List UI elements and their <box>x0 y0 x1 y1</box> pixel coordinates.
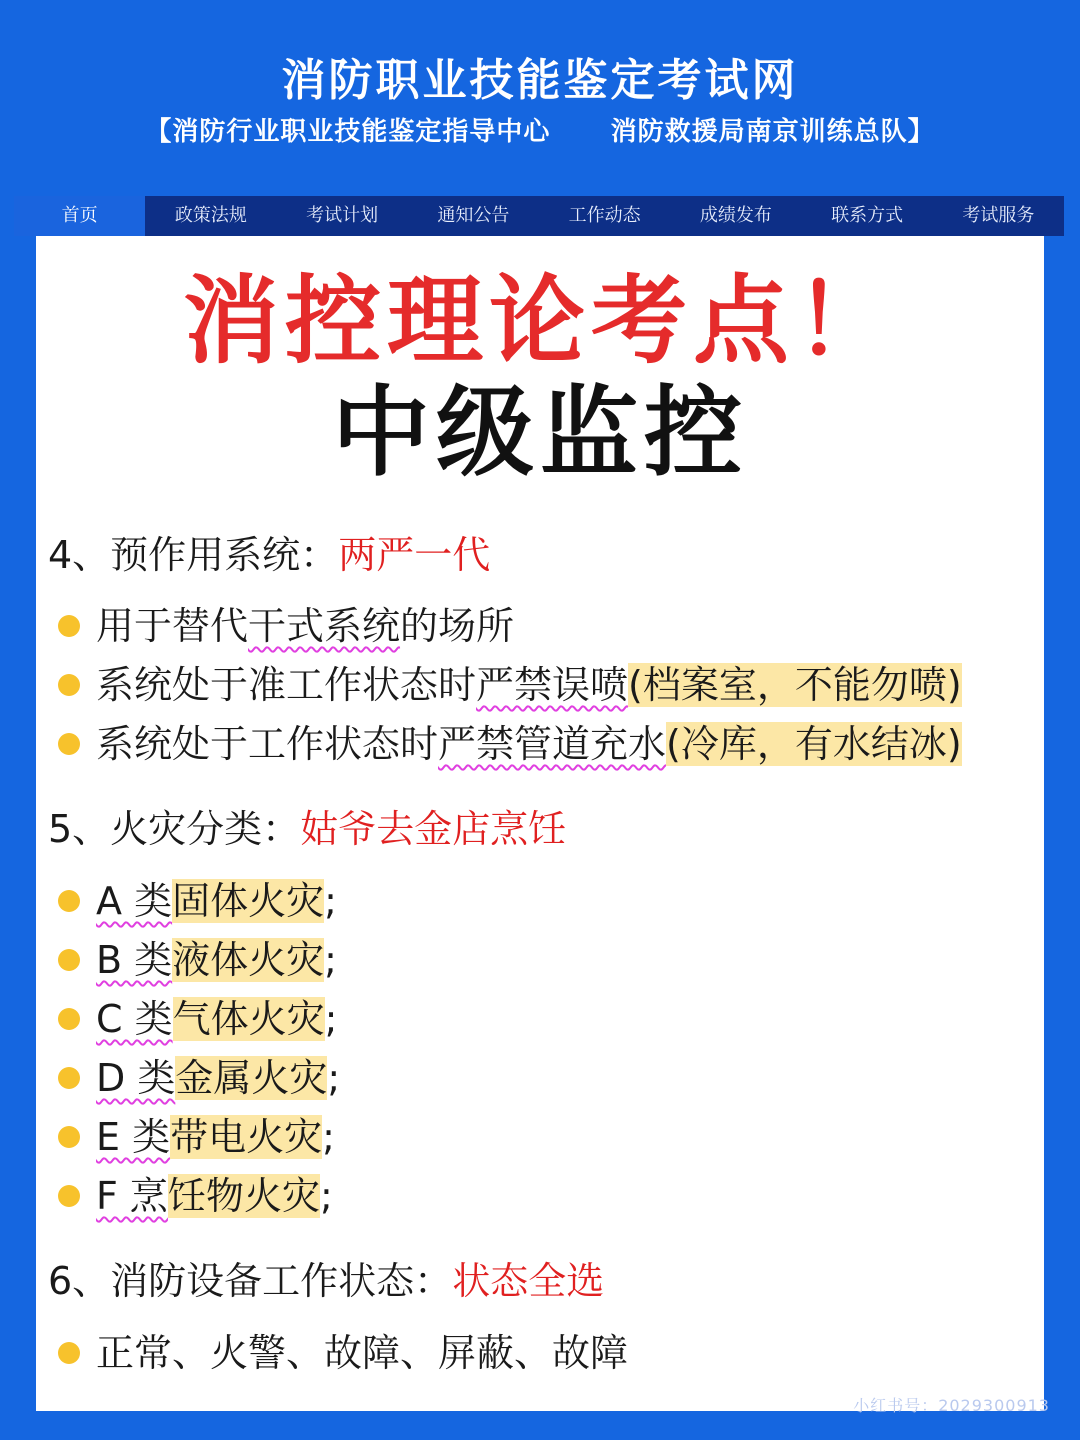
site-title: 消防职业技能鉴定考试网 <box>281 55 799 106</box>
bullet-dot-icon <box>58 949 80 971</box>
list-item: 系统处于准工作状态时严禁误喷(档案室，不能勿喷) <box>96 663 962 707</box>
level-heading: 中级监控 <box>331 376 748 490</box>
nav-item-results[interactable]: 成绩发布 <box>699 205 772 226</box>
list-item: F 烹饪物火灾; <box>96 1174 333 1218</box>
list-item: C 类气体火灾; <box>96 997 338 1041</box>
bullet-dot-icon <box>58 1067 80 1089</box>
section-title: 6、消防设备工作状态： <box>48 1259 453 1303</box>
main-nav <box>14 196 1064 236</box>
section-title: 5、火灾分类： <box>48 807 301 851</box>
nav-item-exam-plan[interactable]: 考试计划 <box>306 205 379 226</box>
list-item: D 类金属火灾; <box>96 1056 341 1100</box>
list-item: B 类液体火灾; <box>96 938 337 982</box>
site-header <box>0 0 1080 195</box>
section-heading-5 <box>48 805 566 853</box>
watermark: 小红书号：2029300913 <box>853 1396 1050 1415</box>
site-subtitle: 【消防行业职业技能鉴定指导中心 消防救援局南京训练总队】 <box>145 117 935 147</box>
list-item: E 类带电火灾; <box>96 1115 335 1159</box>
content-card <box>36 236 1044 1411</box>
list-item: 系统处于工作状态时严禁管道充水(冷库，有水结冰) <box>96 722 962 766</box>
bullet-dot-icon <box>58 733 80 755</box>
section-title: 4、预作用系统： <box>48 533 339 577</box>
list-item: A 类固体火灾; <box>96 879 337 923</box>
nav-item-exam-service[interactable]: 考试服务 <box>962 205 1035 226</box>
bullet-dot-icon <box>58 1126 80 1148</box>
nav-item-policy[interactable]: 政策法规 <box>174 205 247 226</box>
mnemonic-key: 状态全选 <box>452 1259 605 1303</box>
nav-item-home[interactable]: 首页 <box>14 196 145 236</box>
bullet-dot-icon <box>58 890 80 912</box>
bullet-dot-icon <box>58 615 80 637</box>
bullet-dot-icon <box>58 1342 80 1364</box>
bullet-dot-icon <box>58 1008 80 1030</box>
main-title: 消控理论考点！ <box>183 265 897 377</box>
section-heading-4 <box>48 531 490 579</box>
nav-item-contact[interactable]: 联系方式 <box>831 205 904 226</box>
nav-item-news[interactable]: 工作动态 <box>568 205 641 226</box>
bullet-dot-icon <box>58 1185 80 1207</box>
list-item: 正常、火警、故障、屏蔽、故障 <box>96 1331 629 1375</box>
section-heading-6 <box>48 1257 604 1305</box>
mnemonic-key: 两严一代 <box>338 533 491 577</box>
bullet-dot-icon <box>58 674 80 696</box>
list-item: 用于替代干式系统的场所 <box>96 604 515 648</box>
nav-item-notice[interactable]: 通知公告 <box>437 205 510 226</box>
mnemonic-key: 姑爷去金店烹饪 <box>300 807 567 851</box>
